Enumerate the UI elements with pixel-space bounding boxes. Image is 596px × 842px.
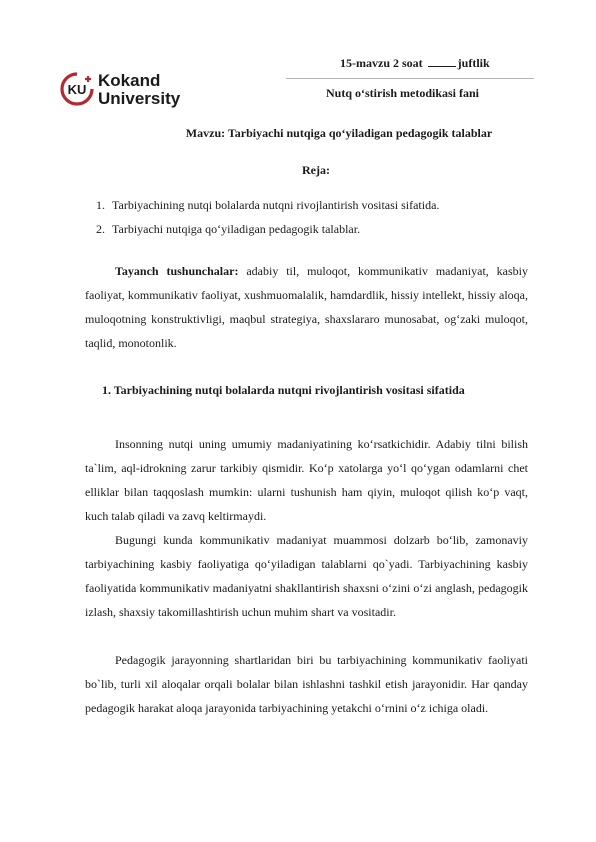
plan-item <box>96 193 439 217</box>
header-subject: Nutq o‘stirish metodikasi fani <box>326 86 480 100</box>
plan-item-number: 1. <box>96 198 105 212</box>
plan-item-number: 2. <box>96 222 105 236</box>
ku-logo-icon <box>60 72 94 106</box>
section-heading: 1. Tarbiyachining nutqi bolalarda nutqni rivojlantirish vositasi sifatida <box>102 383 465 397</box>
plan-title-text: Reja: <box>302 163 330 177</box>
logo-line1: Kokand <box>98 71 161 90</box>
body-paragraph-text: Bugungi kunda kommunikativ madaniyat muammosi dolzarb bo‘lib, zamonaviy tarbiyachining kasbiy faoliyatiga qo‘yiladigan talablarni qo`yadi. Tarbiyachining kasbiy faoliyatida kommunikativ madaniyatni shakllantirish shaxsni o‘zini o‘zi anglash, pedagogik izlash, shaxsiy takomillashtirish uchun muhim shart va vositadir. <box>85 533 528 619</box>
plan-item-text: Tarbiyachining nutqi bolalarda nutqni rivojlantirish vositasi sifatida. <box>112 198 440 212</box>
svg-text:KU: KU <box>67 82 87 97</box>
topic-title-text: Mavzu: Tarbiyachi nutqiga qo‘yiladigan pedagogik talablar <box>185 126 493 140</box>
kokand-university-logo <box>60 68 200 110</box>
header-lesson-number: 15-mavzu 2 soat <box>340 56 423 70</box>
header-lesson-info <box>340 56 490 71</box>
topic-title <box>0 126 596 141</box>
keywords-text: adabiy til, muloqot, kommunikativ madaniyat, kasbiy faoliyat, kommunikativ faoliyat, xushmuomalalik, hamdardlik, hissiy intellekt, hissiy aloqa, muloqotning konstruktivligi, maqbul strategiya, shaxslararo munosabat, og‘zaki muloqot, taqlid, monotonlik. <box>85 264 529 350</box>
header-divider <box>286 78 534 79</box>
body-paragraph-text: Insonning nutqi uning umumiy madaniyatining ko‘rsatkichidir. Adabiy tilni bilish ta`lim, aql-idrokning zarur tarkibiy qismidir. Ko‘p xatolarga yo‘l qo‘ygan odamlarni chet elliklar bilan taqqoslash mumkin: ularni tushunish ham qiyin, muloqot qilish ko‘p vaqt, kuch talab qiladi va zavq keltirmaydi. <box>85 437 528 523</box>
plan-item-text: Tarbiyachi nutqiga qo‘yiladigan pedagogik talablar. <box>112 222 361 236</box>
plan-title <box>0 163 596 178</box>
body-paragraph <box>85 648 528 720</box>
logo-line2: University <box>98 89 181 108</box>
header-lesson-pairs: juftlik <box>457 56 490 70</box>
body-paragraph <box>85 528 528 624</box>
header-blank-line <box>428 56 456 67</box>
body-paragraph-text: Pedagogik jarayonning shartlaridan biri bu tarbiyachining kommunikativ faoliyati bo`lib, turli xil aloqalar orqali bolalar bilan ishlashni tashkil etish jarayonidir. Har qanday pedagogik harakat aloqa jarayonida tarbiyachining yetakchi o‘rnini o‘z ichiga oladi. <box>85 653 528 715</box>
keywords-label: Tayanch tushunchalar: <box>115 264 239 278</box>
plan-list <box>96 193 439 241</box>
keywords-paragraph <box>85 259 528 355</box>
body-paragraph <box>85 432 528 528</box>
plan-item <box>96 217 439 241</box>
